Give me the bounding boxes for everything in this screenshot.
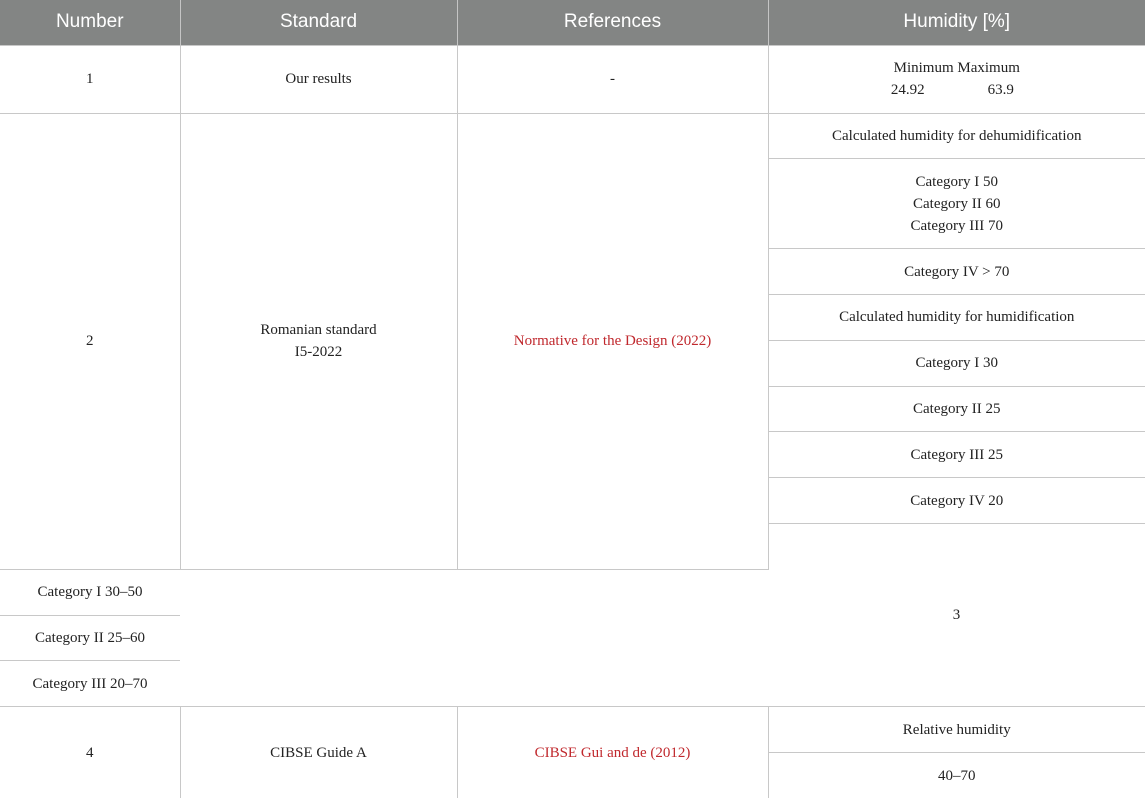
humidity-line: Category II 60: [769, 193, 1145, 215]
cell-humidity: Category I 30: [768, 340, 1145, 386]
cell-standard: CIBSE Guide A: [180, 707, 457, 798]
cell-reference: -: [457, 45, 768, 113]
reference-link[interactable]: Normative for the Design (2022): [457, 113, 768, 569]
cell-humidity: Category II 25: [768, 386, 1145, 432]
table-row: [0, 45, 1145, 113]
table-row: [0, 113, 1145, 159]
cell-humidity: Category IV 20: [768, 478, 1145, 524]
cell-number: 4: [0, 707, 180, 798]
cell-number: 2: [0, 113, 180, 569]
header-humidity: Humidity [%]: [768, 0, 1145, 45]
cell-humidity: Category I 30–50: [0, 569, 180, 615]
cell-number: 1: [0, 45, 180, 113]
header-number: Number: [0, 0, 180, 45]
humidity-minmax-header: Minimum Maximum: [769, 57, 1145, 79]
cell-humidity: [768, 45, 1145, 113]
humidity-line: Category I 50: [769, 171, 1145, 193]
cell-standard: [180, 113, 457, 569]
cell-humidity: Category II 25–60: [0, 615, 180, 661]
header-row: [0, 0, 1145, 45]
cell-humidity: 40–70: [768, 753, 1145, 798]
table-header: [0, 0, 1145, 45]
cell-humidity: Relative humidity: [768, 707, 1145, 753]
standard-line: I5-2022: [181, 341, 457, 363]
cell-humidity: Category III 20–70: [0, 661, 180, 707]
humidity-line: Category III 70: [769, 215, 1145, 237]
cell-humidity: Category III 25: [768, 432, 1145, 478]
table-body: [0, 45, 1145, 798]
cell-humidity: Category IV > 70: [768, 249, 1145, 295]
cell-humidity: Calculated humidity for dehumidification: [768, 113, 1145, 159]
humidity-minmax-values: [769, 79, 1145, 101]
cell-humidity: [768, 159, 1145, 249]
humidity-maximum: 63.9: [966, 79, 1036, 101]
reference-link[interactable]: CIBSE Gui and de (2012): [457, 707, 768, 798]
table-row: [0, 707, 1145, 753]
cell-number: 3: [768, 524, 1145, 707]
cell-standard: Our results: [180, 45, 457, 113]
header-standard: Standard: [180, 0, 457, 45]
humidity-minimum: 24.92: [878, 79, 938, 101]
header-references: References: [457, 0, 768, 45]
standard-line: Romanian standard: [181, 319, 457, 341]
cell-humidity: Calculated humidity for humidification: [768, 295, 1145, 341]
